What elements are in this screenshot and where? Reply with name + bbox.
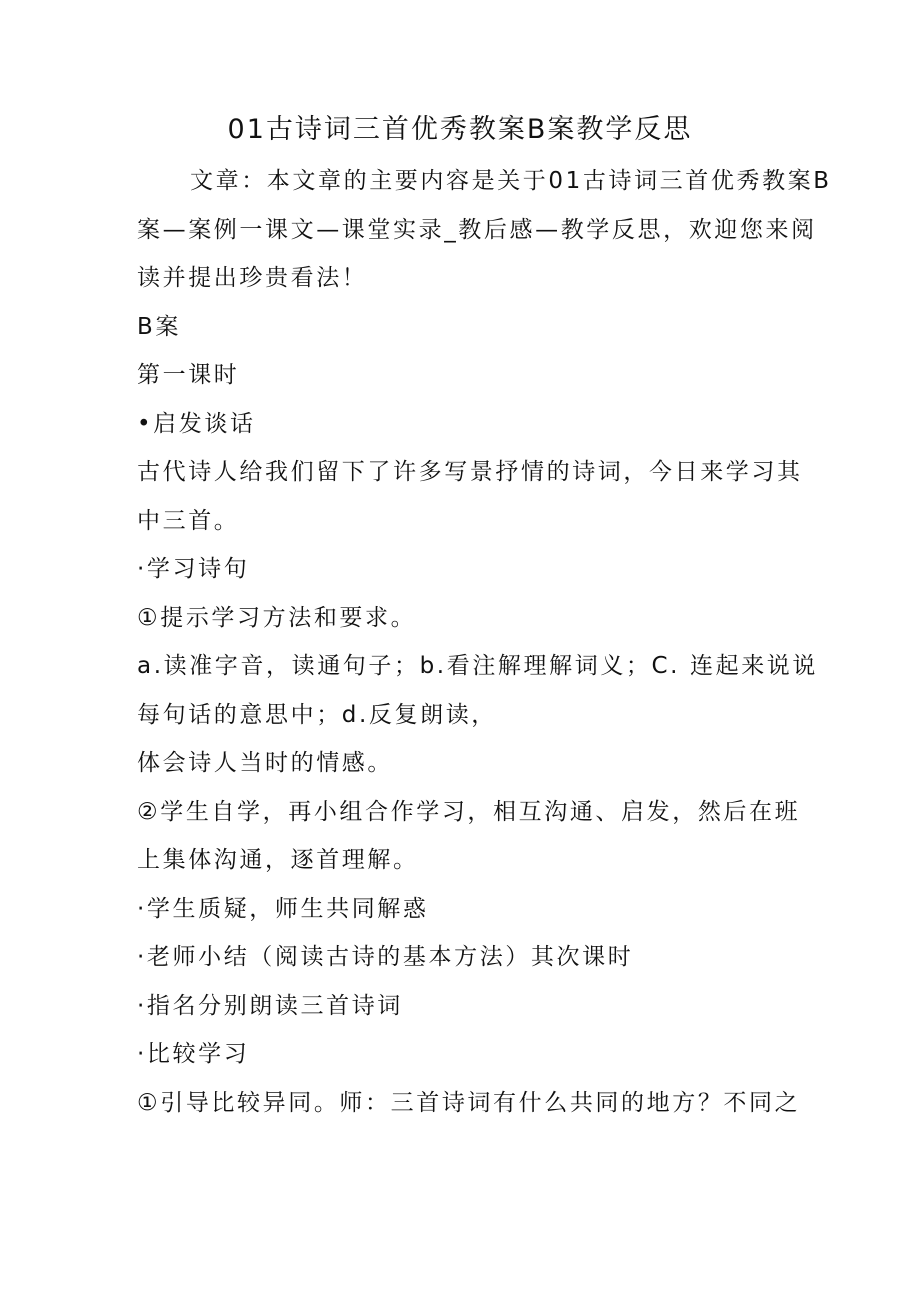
body-line: ·指名分别朗读三首诗词 [137,993,403,1019]
body-line: ·学习诗句 [137,556,250,582]
intro-line-1: 文章：本文章的主要内容是关于01古诗词三首优秀教案B [190,168,832,194]
body-line: ·学生质疑，师生共同解惑 [137,896,429,922]
document-title: 01古诗词三首优秀教案B案教学反思 [227,114,693,145]
body-line: •启发谈话 [137,411,256,437]
body-line: 体会诗人当时的情感。 [137,750,393,776]
body-line: 上集体沟通，逐首理解。 [137,847,419,873]
lesson-heading: 第一课时 [137,362,240,388]
body-line: 古代诗人给我们留下了许多写景抒情的诗词，今日来学习其 [137,459,803,485]
body-line: 中三首。 [137,508,240,534]
body-line: ①引导比较异同。师：三首诗词有什么共同的地方？不同之 [137,1090,801,1116]
body-line: ①提示学习方法和要求。 [137,605,417,631]
intro-line-3: 读并提出珍贵看法！ [137,265,368,291]
intro-line-2: 案—案例一课文—课堂实录_教后感—教学反思，欢迎您来阅 [137,217,817,243]
body-line: a.读准字音，读通句子；b.看注解理解词义；C. 连起来说说 [137,653,818,679]
section-label: B案 [137,314,181,340]
body-line: ·老师小结（阅读古诗的基本方法）其次课时 [137,944,634,970]
body-line: 每句话的意思中；d.反复朗读， [137,702,497,728]
body-line: ②学生自学，再小组合作学习，相互沟通、启发，然后在班 [137,799,801,825]
body-line: ·比较学习 [137,1041,250,1067]
